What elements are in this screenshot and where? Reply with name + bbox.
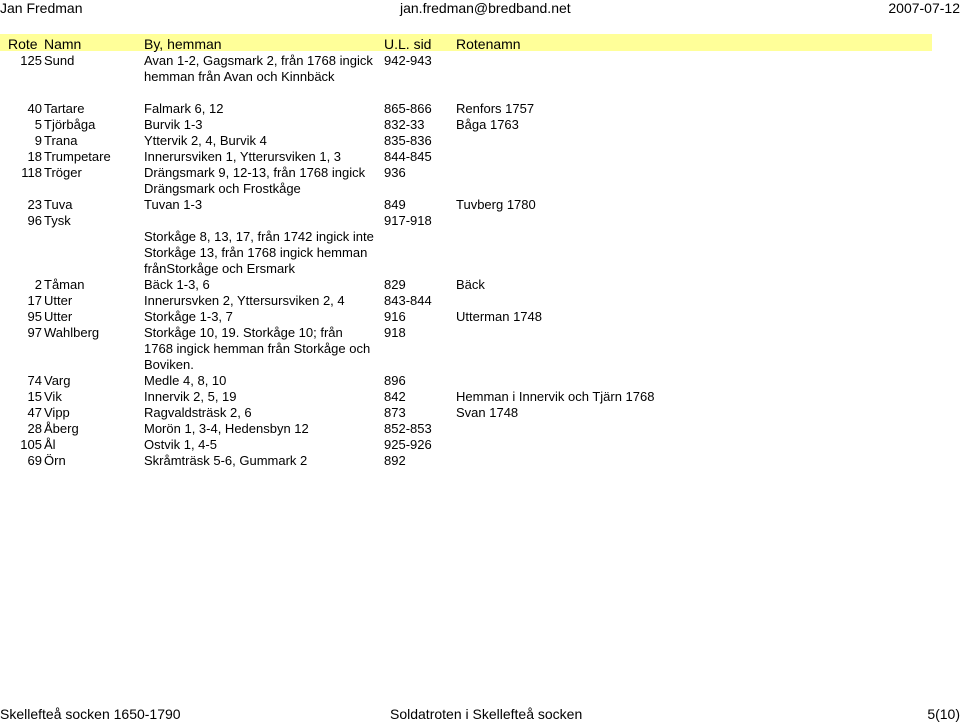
table-row: [0, 99, 932, 115]
row-rote: 2: [34, 277, 42, 292]
row-by-hemman: Ostvik 1, 4-5: [144, 437, 217, 452]
row-namn: Trumpetare: [44, 149, 111, 164]
row-namn: Vik: [44, 389, 62, 404]
row-ul-sid: 942-943: [384, 53, 432, 68]
row-ul-sid: 916: [384, 309, 406, 324]
row-rote: 74: [27, 373, 42, 388]
row-by-hemman: Bäck 1-3, 6: [144, 277, 210, 292]
row-rote: 95: [27, 309, 42, 324]
row-namn: Tröger: [44, 165, 82, 180]
row-rote: 23: [27, 197, 42, 212]
row-namn: Sund: [44, 53, 75, 68]
header-author: Jan Fredman: [0, 0, 83, 16]
row-by-hemman: Storkåge 10, 19. Storkåge 10; från 1768 ingick hemman från Storkåge och Boviken.: [144, 325, 371, 372]
table-row: [0, 435, 932, 451]
table-body: [0, 51, 932, 467]
column-rote: Rote: [8, 36, 38, 52]
row-rote: 118: [21, 165, 42, 180]
row-ul-sid: 832-33: [384, 117, 425, 132]
row-ul-sid: 873: [384, 405, 406, 420]
table-row: [0, 147, 932, 163]
row-rote: 96: [27, 213, 42, 228]
footer-center: Soldatroten i Skellefteå socken: [390, 706, 583, 722]
row-namn: Tuva: [44, 197, 73, 212]
row-by-hemman: Innerursvken 2, Yttersursviken 2, 4: [144, 293, 345, 308]
table-row: [0, 419, 932, 435]
column-by-hemman: By, hemman: [144, 36, 222, 52]
row-ul-sid: 896: [384, 373, 406, 388]
row-rotenamn: Hemman i Innervik och Tjärn 1768: [456, 389, 655, 404]
footer-left: Skellefteå socken 1650-1790: [0, 706, 181, 722]
table-row: [0, 371, 932, 387]
table-row: [0, 275, 932, 291]
table-row: [0, 403, 932, 419]
row-by-hemman: Storkåge 8, 13, 17, från 1742 ingick inte Storkåge 13, från 1768 ingick hemman frånStorkåge och Ersmark: [144, 229, 374, 276]
table-row: [0, 195, 932, 211]
row-by-hemman: Morön 1, 3-4, Hedensbyn 12: [144, 421, 309, 436]
row-rote: 105: [20, 437, 42, 452]
row-rote: 125: [20, 53, 42, 68]
header-date: 2007-07-12: [888, 0, 960, 16]
row-ul-sid: 844-845: [384, 149, 432, 164]
row-rote: 40: [27, 101, 42, 116]
row-rotenamn: Svan 1748: [456, 405, 519, 420]
row-ul-sid: 865-866: [384, 101, 432, 116]
row-ul-sid: 849: [384, 197, 406, 212]
table-row: [0, 451, 932, 467]
table-row: [0, 387, 932, 403]
row-namn: Tåman: [44, 277, 85, 292]
table-row: [0, 163, 932, 195]
table-row: [0, 131, 932, 147]
row-ul-sid: 843-844: [384, 293, 432, 308]
row-rote: 5: [34, 117, 42, 132]
row-by-hemman: Innerursviken 1, Ytterursviken 1, 3: [144, 149, 342, 164]
row-by-hemman: Falmark 6, 12: [144, 101, 224, 116]
row-rote: 69: [27, 453, 42, 468]
row-ul-sid: 925-926: [384, 437, 432, 452]
row-namn: Tysk: [44, 213, 71, 228]
row-by-hemman: Avan 1-2, Gagsmark 2, från 1768 ingick hemman från Avan och Kinnbäck: [144, 53, 373, 84]
row-ul-sid: 936: [384, 165, 406, 180]
row-namn: Utter: [44, 309, 73, 324]
row-namn: Trana: [44, 133, 78, 148]
row-rote: 15: [27, 389, 42, 404]
row-rote: 47: [27, 405, 42, 420]
row-namn: Wahlberg: [44, 325, 100, 340]
table-row: [0, 291, 932, 307]
row-rote: 18: [27, 149, 42, 164]
row-ul-sid: 892: [384, 453, 406, 468]
row-ul-sid: 918: [384, 325, 406, 340]
row-ul-sid: 852-853: [384, 421, 432, 436]
row-namn: Tartare: [44, 101, 85, 116]
row-by-hemman: Storkåge 1-3, 7: [144, 309, 233, 324]
table-row: [0, 115, 932, 131]
row-by-hemman: Drängsmark 9, 12-13, från 1768 ingick Drängsmark och Frostkåge: [144, 165, 366, 196]
column-rotenamn: Rotenamn: [456, 36, 521, 52]
row-ul-sid: 835-836: [384, 133, 432, 148]
footer-right: 5(10): [927, 706, 960, 722]
column-ul-sid: U.L. sid: [384, 36, 432, 52]
row-ul-sid: 842: [384, 389, 406, 404]
row-by-hemman: Tuvan 1-3: [144, 197, 203, 212]
table-row: [0, 51, 932, 99]
table-row: [0, 227, 932, 275]
row-rote: 17: [27, 293, 42, 308]
row-rote: 9: [34, 133, 42, 148]
column-namn: Namn: [44, 36, 82, 52]
row-namn: Tjörbåga: [44, 117, 96, 132]
row-namn: Vipp: [44, 405, 70, 420]
row-by-hemman: Ragvaldsträsk 2, 6: [144, 405, 252, 420]
row-rotenamn: Utterman 1748: [456, 309, 542, 324]
row-ul-sid: 829: [384, 277, 406, 292]
row-rotenamn: Tuvberg 1780: [456, 197, 536, 212]
row-by-hemman: Medle 4, 8, 10: [144, 373, 227, 388]
table-row: [0, 307, 932, 323]
table-row: [0, 323, 932, 371]
row-ul-sid: 917-918: [384, 213, 432, 228]
row-namn: Åberg: [44, 421, 79, 436]
header-email: jan.fredman@bredband.net: [400, 0, 571, 16]
row-rotenamn: Båga 1763: [456, 117, 519, 132]
row-namn: Varg: [44, 373, 71, 388]
row-namn: Örn: [44, 453, 66, 468]
row-by-hemman: Skråmträsk 5-6, Gummark 2: [144, 453, 308, 468]
row-rotenamn: Bäck: [456, 277, 485, 292]
column-header-row: [0, 34, 932, 51]
row-namn: Ål: [44, 437, 56, 452]
row-by-hemman: Innervik 2, 5, 19: [144, 389, 237, 404]
row-by-hemman: Yttervik 2, 4, Burvik 4: [144, 133, 267, 148]
table-row: [0, 211, 932, 227]
row-rotenamn: Renfors 1757: [456, 101, 535, 116]
row-rote: 28: [27, 421, 42, 436]
row-by-hemman: Burvik 1-3: [144, 117, 203, 132]
row-rote: 97: [27, 325, 42, 340]
row-namn: Utter: [44, 293, 73, 308]
